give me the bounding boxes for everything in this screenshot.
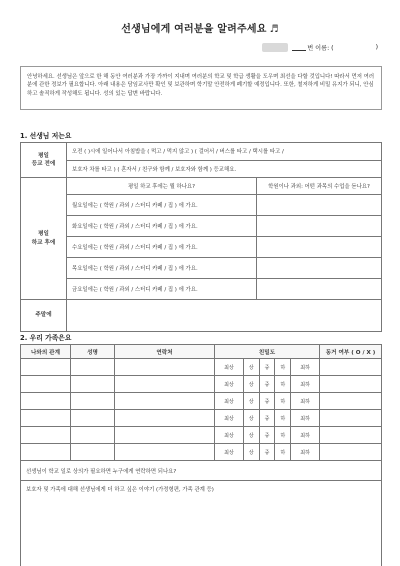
family-story-question[interactable]: 보호자 및 가족에 대해 선생님에게 더 하고 싶은 이야기 (가정형편, 가족 관계 등) bbox=[21, 481, 382, 566]
intro-text: 안녕하세요. 선생님은 앞으로 한 해 동안 여러분과 가장 가까이 지내며 여러분의 학교 및 학급 생활을 도우며 최선을 다할 것입니다! 따라서 먼저 여러분에 관한 정보가 필요합니다. 아래 내용은 담임교사만 확인 및 보관하며 학기말 안전하게 폐기할 예정입니다. 또한, 철저하게 비밀 유지가 되니, 안심하고 솔직하게 작성해도 됩니다. 성의 있는 답변 바랍니다. bbox=[27, 74, 375, 97]
contact-cell[interactable] bbox=[115, 444, 215, 461]
closeness-option[interactable]: 최하 bbox=[291, 393, 320, 410]
family-row bbox=[21, 410, 382, 427]
subject-cell-friday[interactable] bbox=[257, 279, 382, 300]
closeness-option[interactable]: 중 bbox=[259, 393, 275, 410]
day-monday[interactable]: 월요일에는 ( 학원 / 과외 / 스터디 카페 / 집 ) 에 가요. bbox=[67, 195, 257, 216]
number-blank[interactable] bbox=[292, 45, 306, 51]
family-row bbox=[21, 427, 382, 444]
before-school-line-2[interactable]: 보호자 차를 타고 ) ( 혼자서 / 친구와 함께 / 보호자와 함께 ) 등교해요. bbox=[67, 160, 382, 178]
name-cell[interactable] bbox=[71, 410, 115, 427]
family-row bbox=[21, 393, 382, 410]
closeness-option[interactable]: 하 bbox=[275, 444, 291, 461]
living-together-cell[interactable] bbox=[320, 444, 382, 461]
section2-heading: 2. 우리 가족은요 bbox=[20, 334, 72, 342]
intro-box bbox=[20, 66, 382, 110]
day-wednesday[interactable]: 수요일에는 ( 학원 / 과외 / 스터디 카페 / 집 ) 에 가요. bbox=[67, 237, 257, 258]
closeness-option[interactable]: 최상 bbox=[215, 376, 244, 393]
subject-cell-wednesday[interactable] bbox=[257, 237, 382, 258]
after-school-header-left: 평일 하교 후에는 뭘 하나요? bbox=[67, 178, 257, 195]
name-cell[interactable] bbox=[71, 444, 115, 461]
closeness-option[interactable]: 하 bbox=[275, 376, 291, 393]
weekend-label: 주말에 bbox=[21, 300, 67, 332]
section1-heading: 1. 선생님 저는요 bbox=[20, 132, 72, 140]
closeness-option[interactable]: 최상 bbox=[215, 359, 244, 376]
relation-cell[interactable] bbox=[21, 444, 71, 461]
family-row bbox=[21, 359, 382, 376]
weekend-cell[interactable] bbox=[67, 300, 382, 332]
id-number-label: 번 이름: ( bbox=[307, 45, 334, 52]
subject-cell-thursday[interactable] bbox=[257, 258, 382, 279]
subject-cell-monday[interactable] bbox=[257, 195, 382, 216]
contact-cell[interactable] bbox=[115, 359, 215, 376]
contact-question[interactable]: 선생님이 학교 일로 상의가 필요하면 누구에게 연락하면 되나요? bbox=[21, 461, 382, 481]
contact-cell[interactable] bbox=[115, 427, 215, 444]
relation-cell[interactable] bbox=[21, 427, 71, 444]
blurred-class-info bbox=[262, 43, 288, 52]
closeness-option[interactable]: 상 bbox=[243, 410, 259, 427]
living-together-cell[interactable] bbox=[320, 393, 382, 410]
relation-cell[interactable] bbox=[21, 410, 71, 427]
contact-cell[interactable] bbox=[115, 410, 215, 427]
relation-cell[interactable] bbox=[21, 359, 71, 376]
header-contact: 연락처 bbox=[115, 345, 215, 359]
closeness-option[interactable]: 중 bbox=[259, 410, 275, 427]
living-together-cell[interactable] bbox=[320, 359, 382, 376]
closeness-option[interactable]: 상 bbox=[243, 427, 259, 444]
family-row bbox=[21, 376, 382, 393]
closeness-option[interactable]: 최하 bbox=[291, 427, 320, 444]
closeness-option[interactable]: 최상 bbox=[215, 393, 244, 410]
name-cell[interactable] bbox=[71, 359, 115, 376]
closeness-option[interactable]: 상 bbox=[243, 444, 259, 461]
student-id-line bbox=[262, 43, 378, 52]
title-text: 선생님에게 여러분을 알려주세요 bbox=[121, 24, 267, 35]
header-name: 성명 bbox=[71, 345, 115, 359]
about-me-table bbox=[20, 142, 382, 332]
subject-cell-tuesday[interactable] bbox=[257, 216, 382, 237]
living-together-cell[interactable] bbox=[320, 410, 382, 427]
day-thursday[interactable]: 목요일에는 ( 학원 / 과외 / 스터디 카페 / 집 ) 에 가요. bbox=[67, 258, 257, 279]
header-closeness: 친밀도 bbox=[215, 345, 320, 359]
closeness-option[interactable]: 최하 bbox=[291, 444, 320, 461]
contact-cell[interactable] bbox=[115, 376, 215, 393]
before-school-label: 평일 등교 전에 bbox=[21, 143, 67, 178]
name-cell[interactable] bbox=[71, 393, 115, 410]
closeness-option[interactable]: 최상 bbox=[215, 410, 244, 427]
day-tuesday[interactable]: 화요일에는 ( 학원 / 과외 / 스터디 카페 / 집 ) 에 가요. bbox=[67, 216, 257, 237]
closeness-option[interactable]: 최상 bbox=[215, 444, 244, 461]
closeness-option[interactable]: 하 bbox=[275, 359, 291, 376]
page-title bbox=[0, 20, 400, 35]
music-note-icon: ♬ bbox=[269, 24, 279, 35]
closeness-option[interactable]: 최하 bbox=[291, 410, 320, 427]
before-school-line-1[interactable]: 오전 ( )시에 일어나서 아침밥을 ( 먹고 / 먹지 않고 ) ( 걸어서 / 버스를 타고 / 택시를 타고 / bbox=[67, 143, 382, 161]
closeness-option[interactable]: 최하 bbox=[291, 376, 320, 393]
closeness-option[interactable]: 중 bbox=[259, 359, 275, 376]
closeness-option[interactable]: 중 bbox=[259, 376, 275, 393]
family-row bbox=[21, 444, 382, 461]
name-cell[interactable] bbox=[71, 427, 115, 444]
after-school-header-right: 학원이나 과외: 어떤 과목의 수업을 듣나요? bbox=[257, 178, 382, 195]
id-close: ) bbox=[375, 44, 378, 51]
closeness-option[interactable]: 상 bbox=[243, 393, 259, 410]
living-together-cell[interactable] bbox=[320, 427, 382, 444]
name-cell[interactable] bbox=[71, 376, 115, 393]
closeness-option[interactable]: 중 bbox=[259, 444, 275, 461]
closeness-option[interactable]: 최하 bbox=[291, 359, 320, 376]
relation-cell[interactable] bbox=[21, 376, 71, 393]
header-living-together: 동거 여부 ( O / X ) bbox=[320, 345, 382, 359]
day-friday[interactable]: 금요일에는 ( 학원 / 과외 / 스터디 카페 / 집 ) 에 가요. bbox=[67, 279, 257, 300]
closeness-option[interactable]: 상 bbox=[243, 359, 259, 376]
relation-cell[interactable] bbox=[21, 393, 71, 410]
closeness-option[interactable]: 상 bbox=[243, 376, 259, 393]
closeness-option[interactable]: 하 bbox=[275, 410, 291, 427]
living-together-cell[interactable] bbox=[320, 376, 382, 393]
contact-cell[interactable] bbox=[115, 393, 215, 410]
after-school-label: 평일 하교 후에 bbox=[21, 178, 67, 300]
closeness-option[interactable]: 최상 bbox=[215, 427, 244, 444]
closeness-option[interactable]: 하 bbox=[275, 427, 291, 444]
closeness-option[interactable]: 중 bbox=[259, 427, 275, 444]
closeness-option[interactable]: 하 bbox=[275, 393, 291, 410]
family-table bbox=[20, 344, 382, 566]
header-relation: 나와의 관계 bbox=[21, 345, 71, 359]
